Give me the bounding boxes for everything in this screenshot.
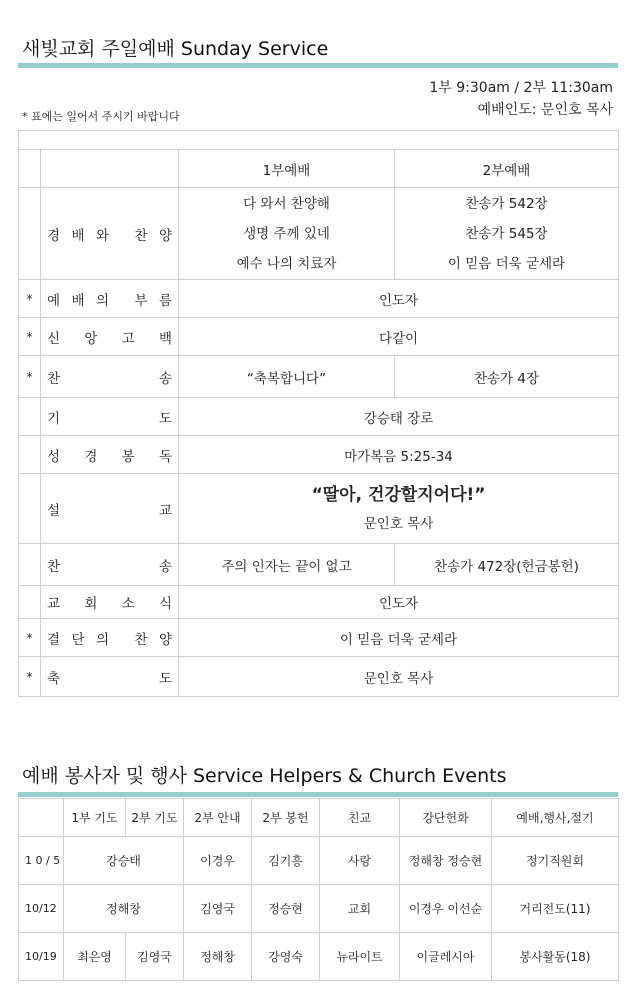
hymn2-first: 주의 인자는 끝이 없고 [179, 544, 395, 586]
standing-mark: * [19, 318, 41, 356]
item-label-prayer: 기 도 [47, 410, 172, 427]
offering-cell: 김기흥 [252, 837, 320, 885]
service-helpers-table [18, 798, 619, 981]
second-prayer-cell: 김영국 [126, 933, 184, 981]
row-creed [19, 318, 619, 356]
row-call-to-worship [19, 280, 619, 318]
usher-cell: 정해창 [184, 933, 252, 981]
row-praise [19, 188, 619, 280]
table-spacer-row [19, 131, 619, 150]
item-label-creed: 신 앙 고 백 [47, 330, 172, 347]
helpers-title: 예배 봉사자 및 행사 Service Helpers & Church Events [22, 765, 507, 787]
flowers-cell: 이경우 이선순 [400, 885, 492, 933]
service-times: 1부 9:30am / 2부 11:30am [429, 80, 613, 96]
event-cell: 정기직원회 [492, 837, 619, 885]
standing-note: * 표에는 일어서 주시기 바랍니다 [22, 110, 180, 123]
row-date: 10/12 [19, 885, 64, 933]
item-label-benediction: 축 도 [47, 670, 172, 687]
offering-cell: 강영숙 [252, 933, 320, 981]
hymn2-second: 찬송가 472장(헌금봉헌) [395, 544, 619, 586]
row-scripture [19, 436, 619, 474]
table-header-row [19, 150, 619, 188]
standing-mark: * [19, 619, 41, 657]
benediction-value: 문인호 목사 [179, 657, 619, 697]
fellowship-cell: 뉴라이트 [320, 933, 400, 981]
hymn1-first: “축복합니다” [179, 356, 395, 398]
standing-mark: * [19, 280, 41, 318]
header-second-service: 2부예배 [395, 150, 619, 188]
header-fellowship: 친교 [320, 799, 400, 837]
header-second-prayer: 2부 기도 [126, 799, 184, 837]
title-underline [18, 792, 618, 797]
item-label-hymn: 찬 송 [47, 558, 172, 575]
helpers-header-row [19, 799, 619, 837]
item-label-scripture: 성 경 봉 독 [47, 448, 172, 465]
row-hymn-1 [19, 356, 619, 398]
flowers-cell: 정해창 정승현 [400, 837, 492, 885]
call-value: 인도자 [179, 280, 619, 318]
hymn1-second: 찬송가 4장 [395, 356, 619, 398]
header-offering: 2부 봉헌 [252, 799, 320, 837]
item-label-praise: 경 배 와 찬 양 [47, 227, 172, 244]
worship-title: 새빛교회 주일예배 Sunday Service [22, 38, 329, 60]
row-date: 1 0 / 5 [19, 837, 64, 885]
sermon-pastor: 문인호 목사 [363, 515, 434, 532]
table-row [19, 885, 619, 933]
header-events: 예배,행사,절기 [492, 799, 619, 837]
sermon-cell [179, 474, 619, 544]
decision-value: 이 믿음 더욱 굳세라 [179, 619, 619, 657]
offering-cell: 정승현 [252, 885, 320, 933]
usher-cell: 김영국 [184, 885, 252, 933]
praise-second: 찬송가 542장 찬송가 545장 이 믿음 더욱 굳세라 [395, 188, 619, 280]
flowers-cell: 이글레시아 [400, 933, 492, 981]
event-cell: 거리전도(11) [492, 885, 619, 933]
prayer-cell: 정해창 [64, 885, 184, 933]
row-announcements [19, 586, 619, 619]
prayer-value: 강승태 장로 [179, 398, 619, 436]
order-of-worship-table [18, 130, 619, 697]
service-leader: 예배인도: 문인호 목사 [477, 102, 613, 118]
item-label-hymn: 찬 송 [47, 370, 172, 387]
first-prayer-cell: 최은영 [64, 933, 126, 981]
event-cell: 봉사활동(18) [492, 933, 619, 981]
item-label-sermon: 설 교 [47, 502, 172, 519]
usher-cell: 이경우 [184, 837, 252, 885]
fellowship-cell: 사랑 [320, 837, 400, 885]
scripture-value: 마가복음 5:25-34 [179, 436, 619, 474]
fellowship-cell: 교회 [320, 885, 400, 933]
standing-mark: * [19, 657, 41, 697]
header-first-service: 1부예배 [179, 150, 395, 188]
header-usher: 2부 안내 [184, 799, 252, 837]
item-label-decision: 결 단 의 찬 양 [47, 631, 172, 648]
item-label-call: 예 배 의 부 름 [47, 292, 172, 309]
title-underline [18, 63, 618, 68]
prayer-cell: 강승태 [64, 837, 184, 885]
announcements-value: 인도자 [179, 586, 619, 619]
row-prayer [19, 398, 619, 436]
item-label-announcements: 교 회 소 식 [47, 596, 172, 612]
row-sermon [19, 474, 619, 544]
row-benediction [19, 657, 619, 697]
standing-mark: * [19, 356, 41, 398]
praise-first: 다 와서 찬양해 생명 주께 있네 예수 나의 치료자 [179, 188, 395, 280]
row-date: 10/19 [19, 933, 64, 981]
header-altar-flowers: 강단헌화 [400, 799, 492, 837]
table-row [19, 933, 619, 981]
sermon-title: “딸아, 건강할지어다!” [311, 484, 486, 505]
row-decision [19, 619, 619, 657]
creed-value: 다같이 [179, 318, 619, 356]
table-row [19, 837, 619, 885]
header-first-prayer: 1부 기도 [64, 799, 126, 837]
row-hymn-2 [19, 544, 619, 586]
